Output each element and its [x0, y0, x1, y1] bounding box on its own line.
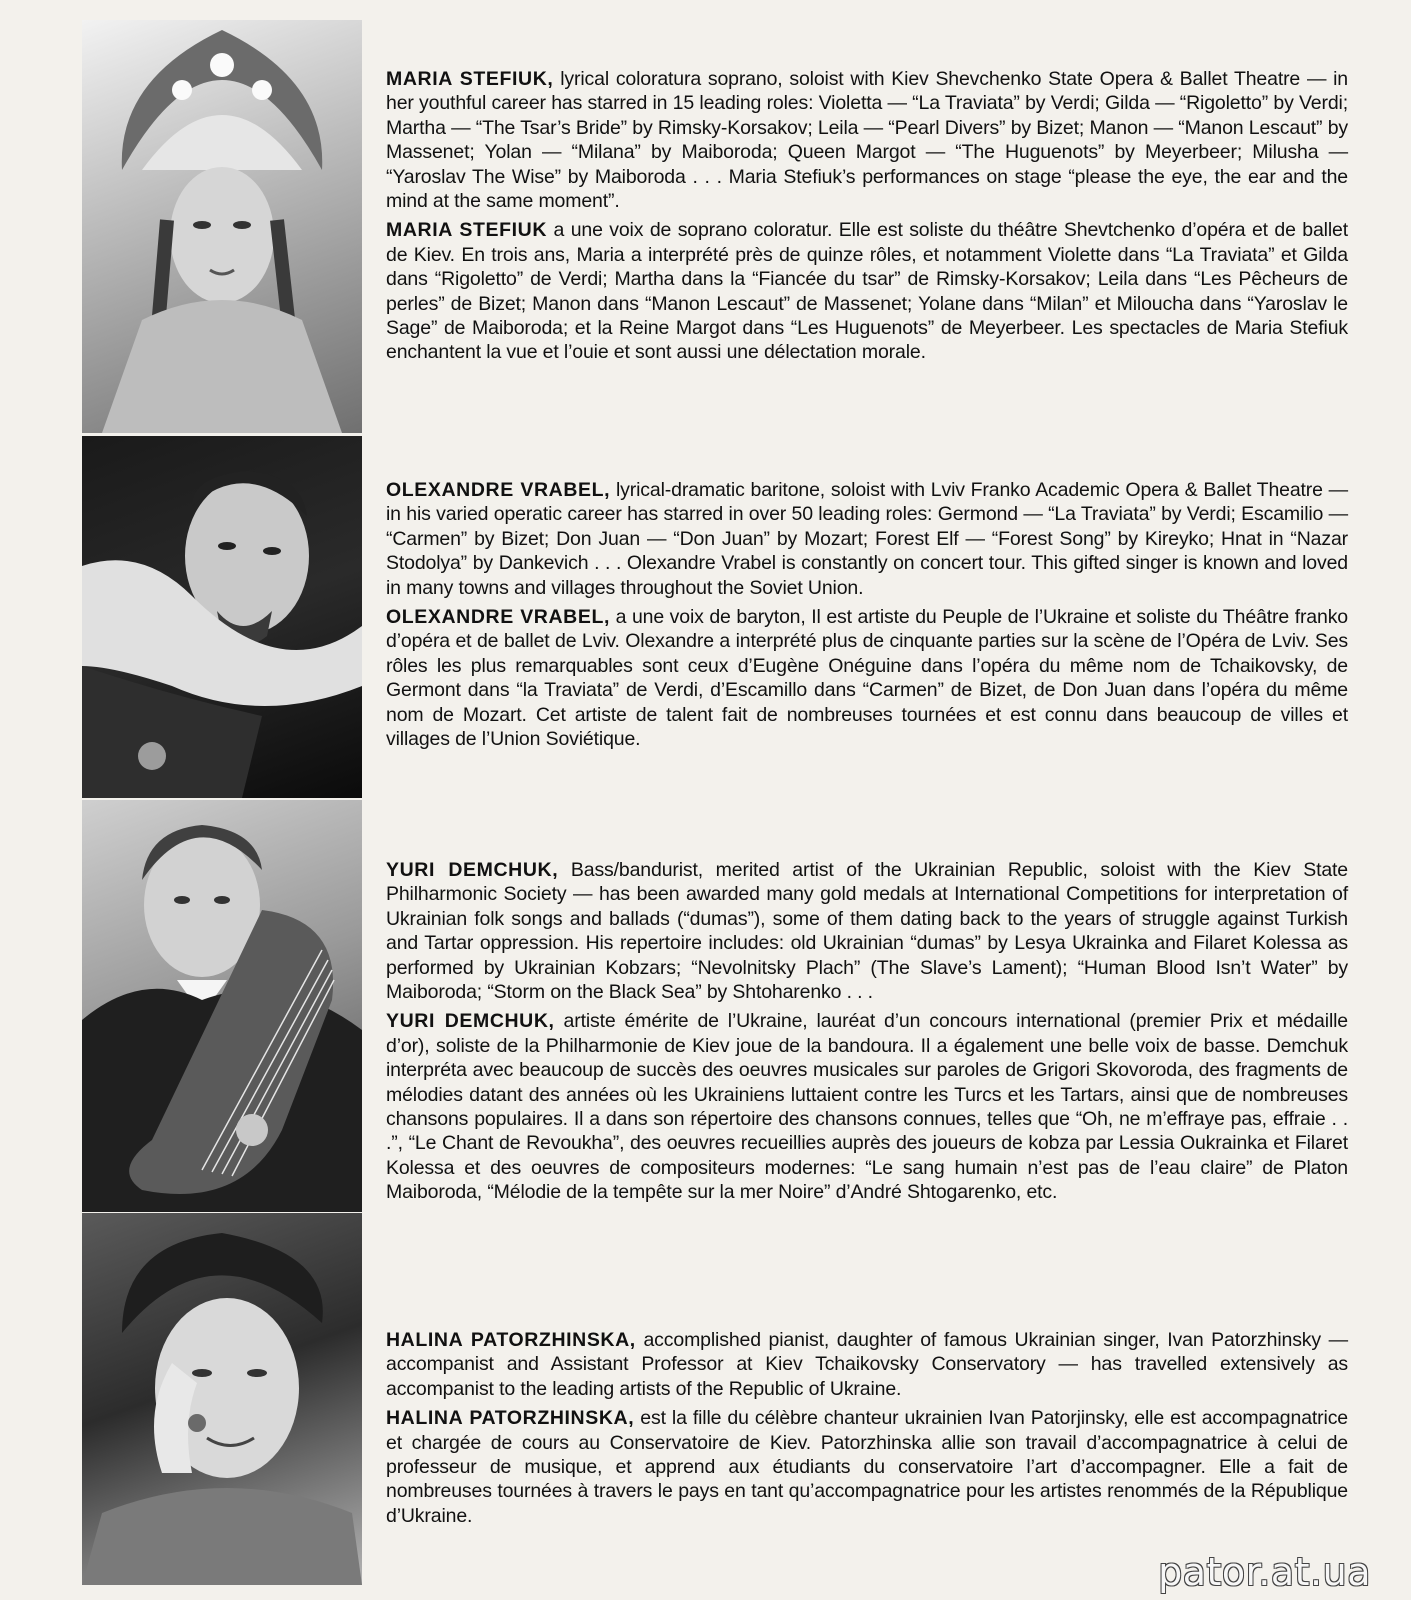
bio-text: est la fille du célèbre chanteur ukrainien Ivan Patorjinsky, elle est accompagnatrice et chargée de cours au Conservatoire de Kiev. Patorzhinska allie son travail d’accompagnatrice à celui de professeur de musique, et apprend aux étudiants du conservatoire l’art d’accompagner. Elle a fait de nombreuses tournées à travers le pays en tant qu’accompagnatrice pour les artistes renommés de la République d’Ukraine.: [386, 1407, 1348, 1527]
bio-french: [386, 605, 1348, 751]
bio-french: [386, 1009, 1348, 1204]
portrait-photo-icon: [82, 20, 362, 433]
artist-name: YURI DEMCHUK,: [386, 859, 559, 881]
bio-text: lyrical coloratura soprano, soloist with Kiev Shevchenko State Opera & Ballet Theatre — in her youthful career has starred in 15 leading roles: Violetta — “La Traviata” by Verdi; Gilda — “Rigoletto” by Verdi; Martha — “The Tsar’s Bride” by Rimsky-Korsakov; Leila — “Pearl Divers” by Bizet; Manon — “Manon Lescaut” by Massenet; Yolan — “Milana” by Maiboroda; Queen Margot — “The Huguenots” by Meyerbeer; Milusha — “Yaroslav The Wise” by Maiboroda . . . Maria Stefiuk’s performances on stage “please the eye, the ear and the mind at the same moment”.: [386, 68, 1348, 213]
artist-name: HALINA PATORZHINSKA,: [386, 1329, 636, 1351]
portrait-photo-icon: [82, 800, 362, 1212]
photo-yuri-demchuk: [82, 800, 362, 1212]
artist-name: OLEXANDRE VRABEL,: [386, 479, 611, 501]
bio-text: a une voix de soprano coloratur. Elle est soliste du théâtre Shevtchenko d’opéra et de ballet de Kiev. En trois ans, Maria a interprété près de quinze rôles, et notamment Violette dans “La Traviata” et Gilda dans “Rigoletto” de Verdi; Martha dans la “Fiancée du tsar” de Rimsky-Korsakov; Leila dans “Les Pêcheurs de perles” de Bizet; Manon dans “Manon Lescaut” de Massenet; Yolane dans “Milan” et Miloucha dans “Yaroslav le Sage” de Maiboroda; et la Reine Margot dans “Les Huguenots” de Meyerbeer. Les spectacles de Maria Stefiuk enchantent la vue et l’ouie et sont aussi une délectation morale.: [386, 219, 1349, 364]
artist-name: OLEXANDRE VRABEL,: [386, 606, 610, 629]
photo-maria-stefiuk: [82, 20, 362, 433]
bio-french: [386, 1406, 1348, 1528]
bio-english: [386, 67, 1348, 213]
artist-name: MARIA STEFIUK: [386, 219, 548, 242]
bio-halina-patorzhinska: [386, 1328, 1348, 1528]
portrait-photo-icon: [82, 1213, 362, 1585]
bio-text: a une voix de baryton, Il est artiste du Peuple de l’Ukraine et soliste du Théâtre franko d’opéra et de ballet de Lviv. Olexandre a interprété plus de cinquante parties sur la scène de l’Opéra de Lviv. Ses rôles les plus remarquables sont ceux d’Eugène Onéguine dans l’opéra du même nom de Tchaikovsky, de Germont dans “la Traviata” de Verdi, d’Escamillo dans “Carmen” de Bizet, de Don Juan dans l’opéra du même nom de Mozart. Cet artiste de talent fait de nombreuses tournées et est connu dans beaucoup de villes et villages de l’Union Soviétique.: [386, 606, 1348, 751]
bio-text: artiste émérite de l’Ukraine, lauréat d’un concours international (premier Prix et médaille d’or), soliste de la Philharmonie de Kiev joue de la bandoura. Il a également une belle voix de basse. Demchuk interpréta avec beaucoup de succès des oeuvres musicales sur paroles de Grigori Skovoroda, des fragments de mélodies datant des années où les Ukrainiens luttaient contre les Turcs et les Tartars, ainsi que de nombreuses chansons populaires. Il a dans son répertoire des chansons connues, telles que “Oh, ne m’effraye pas, effraie . . .”, “Le Chant de Revoukha”, des oeuvres recueillies auprès des joueurs de kobza par Lessia Oukrainka et Filaret Kolessa et des oeuvres de compositeurs modernes: “Le sang humain n’est pas de l’eau claire” de Platon Maiboroda, “Mélodie de la tempête sur la mer Noire” d’André Shtogarenko, etc.: [386, 1010, 1348, 1204]
bio-text: Bass/bandurist, merited artist of the Ukrainian Republic, soloist with the Kiev State Philharmonic Society — has been awarded many gold medals at International Competitions for interpretation of Ukrainian folk songs and ballads (“dumas”), some of them dating back to the years of struggle against Turkish and Tartar oppression. His repertoire includes: old Ukrainian “dumas” by Lesya Ukrainka and Filaret Kolessa as performed by Ukrainian Kobzars; “Nevolnitsky Plach” (The Slave’s Lament); “Human Blood Isn’t Water” by Maiboroda; “Storm on the Black Sea” by Shtoharenko . . .: [386, 859, 1349, 1004]
artist-name: YURI DEMCHUK,: [386, 1010, 555, 1033]
bio-text: lyrical-dramatic baritone, soloist with Lviv Franko Academic Opera & Ballet Theatre — in his varied operatic career has starred in over 50 leading roles: Germond — “La Traviata” by Verdi; Escamilio — “Carmen” by Bizet; Don Juan — “Don Juan” by Mozart; Forest Elf — “Forest Song” by Kireyko; Hnat in “Nazar Stodolya” by Dankevich . . . Olexandre Vrabel is constantly on concert tour. This gifted singer is known and loved in many towns and villages throughout the Soviet Union.: [386, 479, 1348, 599]
bio-english: [386, 1328, 1348, 1401]
artist-name: HALINA PATORZHINSKA,: [386, 1407, 635, 1430]
bio-text: accomplished pianist, daughter of famous Ukrainian singer, Ivan Patorzhinsky — accompanist and Assistant Professor at Kiev Tchaikovsky Conservatory — has travelled extensively as accompanist to the leading artists of the Republic of Ukraine.: [386, 1329, 1348, 1400]
bio-english: [386, 858, 1348, 1004]
photo-olexandre-vrabel: [82, 436, 362, 798]
artist-name: MARIA STEFIUK,: [386, 68, 554, 90]
bio-maria-stefiuk: [386, 67, 1348, 365]
portrait-photo-icon: [82, 436, 362, 798]
watermark: pator.at.ua: [1158, 1550, 1371, 1594]
bio-french: [386, 218, 1348, 364]
bio-yuri-demchuk: [386, 858, 1348, 1205]
bio-english: [386, 478, 1348, 600]
bio-olexandre-vrabel: [386, 478, 1348, 751]
photo-halina-patorzhinska: [82, 1213, 362, 1585]
